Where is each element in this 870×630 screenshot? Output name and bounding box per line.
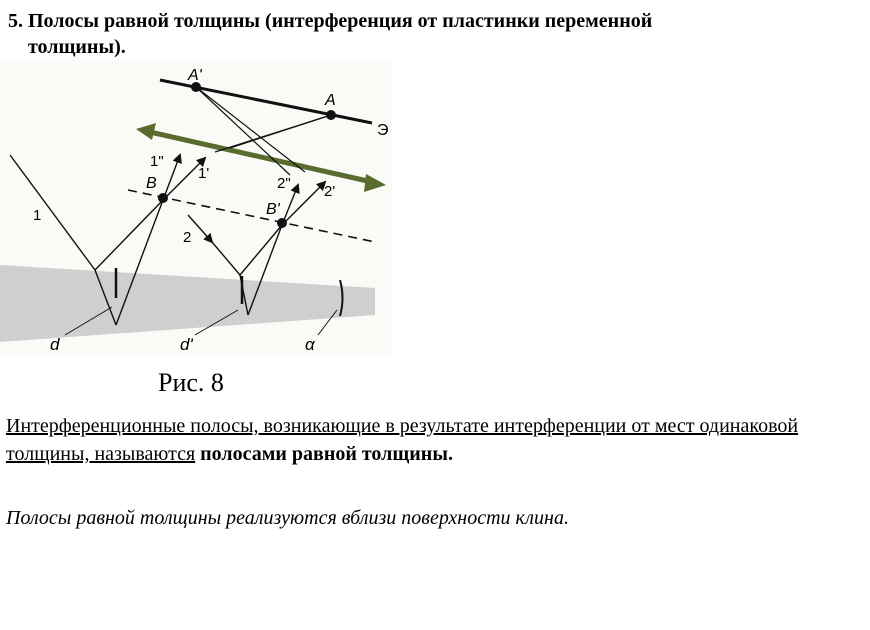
title-line-1: 5. Полосы равной толщины (интерференция от пластинки переменной (8, 10, 653, 32)
point-B-prime (277, 218, 287, 228)
point-B (158, 193, 168, 203)
label-ray-1: 1 (33, 207, 42, 224)
label-A-prime: A' (188, 67, 202, 84)
label-B: B (146, 175, 157, 192)
definition-text: Интерференционные полосы, возникающие в результате интерференции от мест одинаковой толщины, называются (6, 415, 799, 465)
figure-caption: Рис. 8 (158, 368, 224, 397)
definition-term: полосами равной толщины. (200, 443, 453, 465)
label-A: A (325, 92, 336, 109)
label-B-prime: B' (266, 201, 280, 218)
label-ray-2: 2 (183, 229, 192, 246)
label-d-prime: d' (180, 335, 193, 354)
label-screen: Э (377, 122, 389, 139)
label-d: d (50, 335, 60, 354)
title-line-2: толщины). (28, 36, 126, 58)
label-alpha: α (305, 335, 315, 354)
label-ray-2-prime: 2' (324, 183, 336, 200)
slide-title (8, 8, 828, 60)
label-ray-1-prime: 1' (198, 165, 210, 182)
label-ray-1-dbl: 1" (150, 153, 164, 170)
definition-paragraph (6, 412, 856, 468)
interference-figure (0, 60, 400, 400)
label-ray-2-dbl: 2" (277, 175, 291, 192)
note-paragraph: Полосы равной толщины реализуются вблизи поверхности клина. (6, 507, 569, 529)
